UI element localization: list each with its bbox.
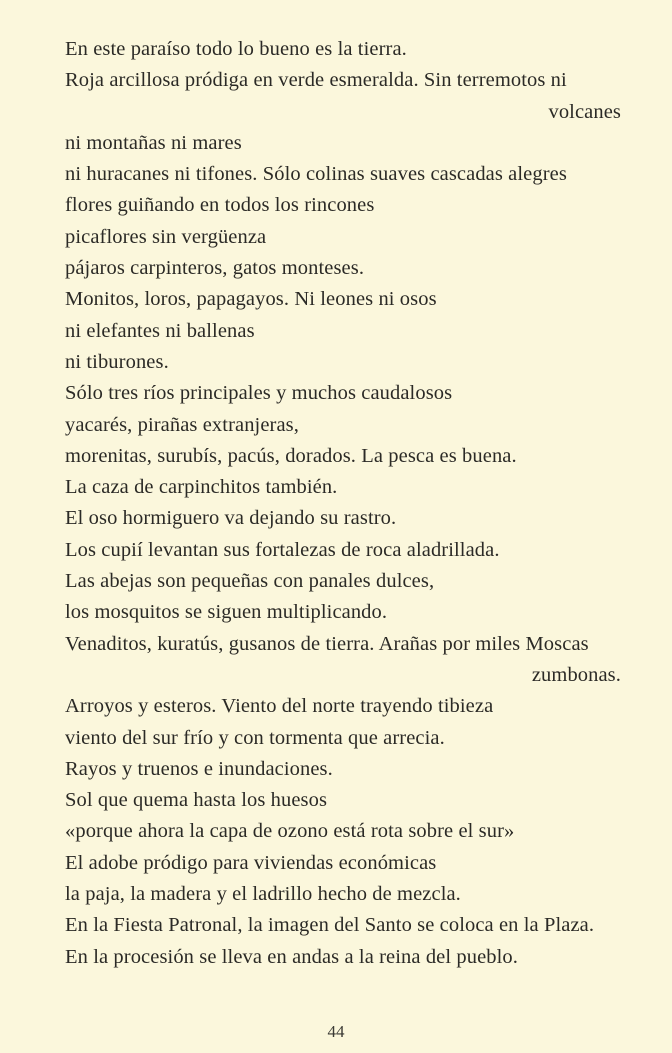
poem-line: Rayos y truenos e inundaciones. [65,757,333,780]
poem-line: La caza de carpinchitos también. [65,476,338,499]
poem-line: picaflores sin vergüenza [65,225,267,248]
poem-line: la paja, la madera y el ladrillo hecho de mezcla. [65,883,461,906]
poem-line: En la procesión se lleva en andas a la reina del pueblo. [65,945,519,968]
poem-line-continuation: zumbonas. [531,663,621,686]
poem-line: Sol que quema hasta los huesos [65,789,328,812]
poem-line: En este paraíso todo lo bueno es la tierra. [65,38,407,60]
poem-line: morenitas, surubís, pacús, dorados. La pesca es buena. [65,444,517,467]
poem-line: viento del sur frío y con tormenta que arrecia. [65,726,445,749]
poem-line: los mosquitos se siguen multiplicando. [65,601,388,624]
poem-line: pájaros carpinteros, gatos monteses. [65,257,365,280]
poem-line: Sólo tres ríos principales y muchos caudalosos [65,382,453,405]
poem-line: ni montañas ni mares [65,131,242,154]
poem-body [65,34,635,973]
poem-line: Los cupií levantan sus fortalezas de roca aladrillada. [65,538,500,561]
poem-line: «porque ahora la capa de ozono está rota sobre el sur» [65,820,515,843]
poem-line: flores guiñando en todos los rincones [65,194,375,217]
poem-line: Venaditos, kuratús, gusanos de tierra. Arañas por miles Moscas [65,632,589,655]
poem-line: Las abejas son pequeñas con panales dulces, [65,570,435,593]
poem-line: ni huracanes ni tifones. Sólo colinas suaves cascadas alegres [65,163,567,186]
poem-line: En la Fiesta Patronal, la imagen del Santo se coloca en la Plaza. [65,914,595,937]
poem-line: yacarés, pirañas extranjeras, [65,413,299,436]
poem-line: ni tiburones. [65,350,169,373]
poem-line: Arroyos y esteros. Viento del norte trayendo tibieza [65,695,494,718]
poem-line: Monitos, loros, papagayos. Ni leones ni osos [65,288,437,311]
poem-line: ni elefantes ni ballenas [65,319,255,342]
poem-line-continuation: volcanes [548,100,621,123]
poem-line: Roja arcillosa pródiga en verde esmeralda. Sin terremotos ni [65,69,567,92]
page-number: 44 [327,1022,345,1041]
poem-line: El adobe pródigo para viviendas económicas [65,851,437,874]
poem-line: El oso hormiguero va dejando su rastro. [65,507,397,530]
